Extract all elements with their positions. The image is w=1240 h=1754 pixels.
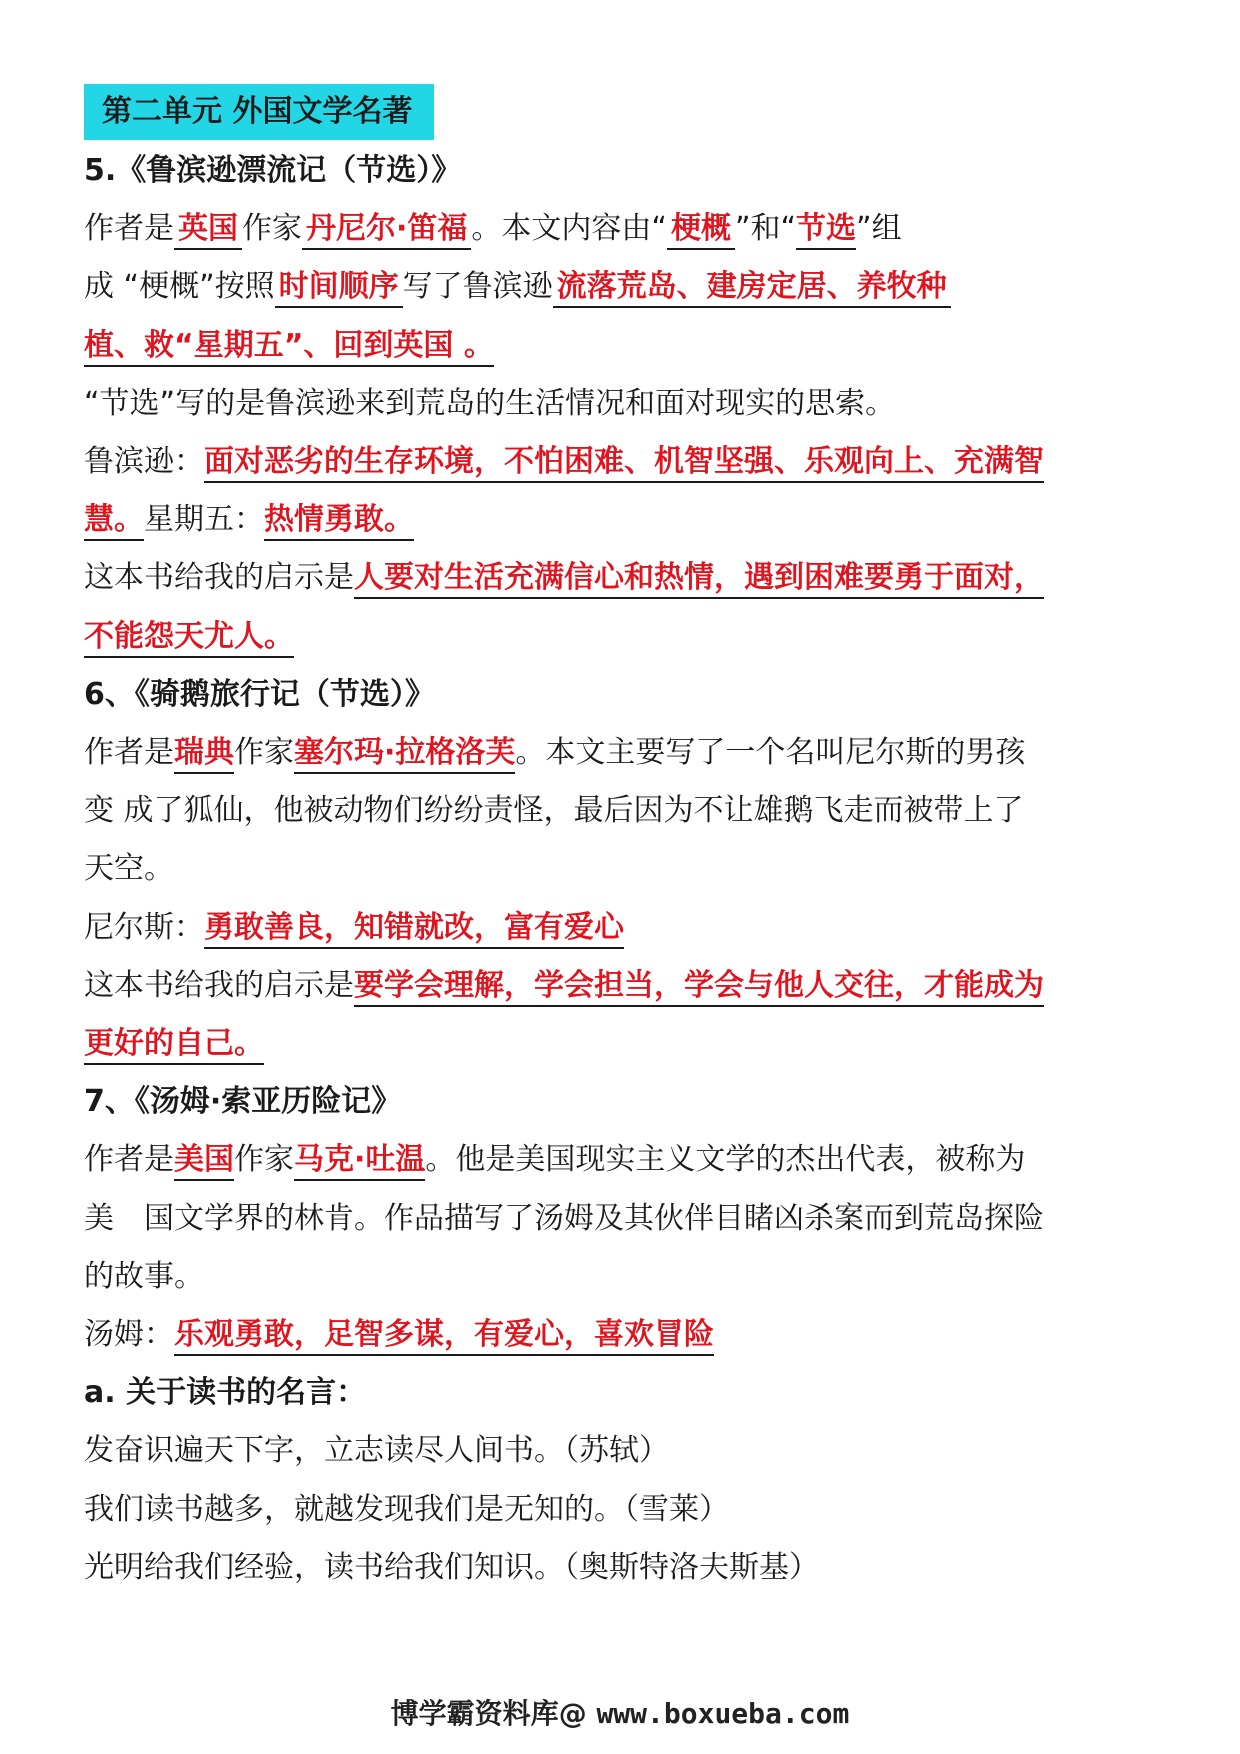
s6-inspiration-line-2 (84, 1015, 1160, 1073)
s5-inspiration-line (84, 549, 1160, 607)
text: 作者是 (84, 735, 174, 771)
answer-tom-trait: 乐观勇敢，足智多谋，有爱心，喜欢冒险 (174, 1317, 714, 1356)
text: 这本书给我的启示是 (84, 967, 354, 1003)
text: 汤姆： (84, 1317, 174, 1353)
answer-inspiration-a: 人要对生活充满信心和热情，遇到困难要勇于面对， (354, 560, 1044, 599)
footer-site: www.boxueba.com (596, 1697, 850, 1730)
section-6-title: 6、《骑鹅旅行记（节选）》 (84, 676, 435, 712)
text: 作家 (242, 211, 302, 247)
quote-item: 光明给我们经验，读书给我们知识。（奥斯特洛夫斯基） (84, 1549, 819, 1585)
s5-inspiration-line-2 (84, 608, 1160, 666)
s6-content-line-3: 天空。 (84, 851, 174, 887)
s5-author-line (84, 200, 1160, 258)
s7-tom-line (84, 1306, 1160, 1364)
answer-events-a: 流落荒岛、建房定居、养牧种 (553, 269, 951, 308)
text: 作家 (234, 735, 294, 771)
text: ”组 (856, 211, 902, 247)
text: 美 (84, 1200, 114, 1236)
answer-part1: 梗概 (667, 211, 735, 250)
quotes-title: a. 关于读书的名言： (84, 1375, 367, 1411)
text: 这本书给我的启示是 (84, 560, 354, 596)
text: 作家 (234, 1142, 294, 1178)
answer-country: 瑞典 (174, 735, 234, 774)
s6-nils-line (84, 899, 1160, 957)
quote-item: 发奋识遍天下字，立志读尽人间书。（苏轼） (84, 1433, 669, 1469)
s7-content-line-2 (84, 1190, 1160, 1248)
text: 。他是美国现实主义文学的杰出代表，被称为 (425, 1142, 1026, 1178)
quote-item: 我们读书越多，就越发现我们是无知的。（雪莱） (84, 1491, 729, 1527)
s5-events-line (84, 317, 1160, 375)
footer-at: @ (558, 1697, 587, 1730)
answer-author: 丹尼尔·笛福 (302, 211, 471, 250)
s5-summary-line (84, 258, 1160, 316)
text: 。本文主要写了一个名叫尼尔斯的男孩 (515, 735, 1026, 771)
watermark-footer (0, 1692, 1240, 1732)
text: 。本文内容由“ (471, 211, 667, 247)
text: 作者是 (84, 211, 174, 247)
answer-inspiration-b: 不能怨天尤人。 (84, 619, 294, 658)
answer-robinson-trait-b: 慧。 (84, 502, 144, 541)
answer-country: 英国 (174, 211, 242, 250)
s5-excerpt-line: “节选”写的是鲁滨逊来到荒岛的生活情况和面对现实的思索。 (84, 385, 896, 421)
answer-author: 塞尔玛·拉格洛芙 (294, 735, 515, 774)
document-page (84, 84, 1160, 1597)
answer-events-b: 植、救“星期五”、回到英国 。 (84, 328, 494, 367)
s7-content-line-3: 的故事。 (84, 1258, 204, 1294)
footer-brand: 博学霸资料库 (390, 1697, 559, 1730)
unit-title: 第二单元 外国文学名著 (84, 84, 434, 140)
text: 国文学界的林肯。作品描写了汤姆及其伙伴目睹凶杀案而到荒岛探险 (144, 1200, 1044, 1236)
text: 作者是 (84, 1142, 174, 1178)
s7-author-line (84, 1131, 1160, 1189)
s5-friday-line (84, 491, 1160, 549)
s5-robinson-line (84, 433, 1160, 491)
answer-friday-trait: 热情勇敢。 (264, 502, 414, 541)
answer-country: 美国 (174, 1142, 234, 1181)
answer-order: 时间顺序 (275, 269, 403, 308)
section-7-title: 7、《汤姆·索亚历险记》 (84, 1084, 402, 1120)
answer-part2: 节选 (796, 211, 856, 250)
text: 写了鲁滨逊 (402, 269, 553, 305)
text: 成 “梗概”按照 (84, 269, 275, 305)
answer-nils-trait: 勇敢善良，知错就改，富有爱心 (204, 910, 624, 949)
answer-robinson-trait-a: 面对恶劣的生存环境，不怕困难、机智坚强、乐观向上、充满智 (204, 444, 1044, 483)
section-5-title: 5.《鲁滨逊漂流记（节选）》 (84, 153, 462, 188)
s6-inspiration-line (84, 957, 1160, 1015)
text: 尼尔斯： (84, 909, 204, 945)
text: 鲁滨逊： (84, 444, 204, 480)
s6-content-line-2: 变 成了狐仙，他被动物们纷纷责怪，最后因为不让雄鹅飞走而被带上了 (84, 793, 1024, 829)
s6-author-line (84, 724, 1160, 782)
answer-inspiration-a: 要学会理解，学会担当，学会与他人交往，才能成为 (354, 968, 1044, 1007)
answer-author: 马克·吐温 (294, 1142, 425, 1181)
text: ”和“ (734, 211, 797, 247)
text: 星期五： (144, 502, 264, 538)
answer-inspiration-b: 更好的自己。 (84, 1026, 264, 1065)
